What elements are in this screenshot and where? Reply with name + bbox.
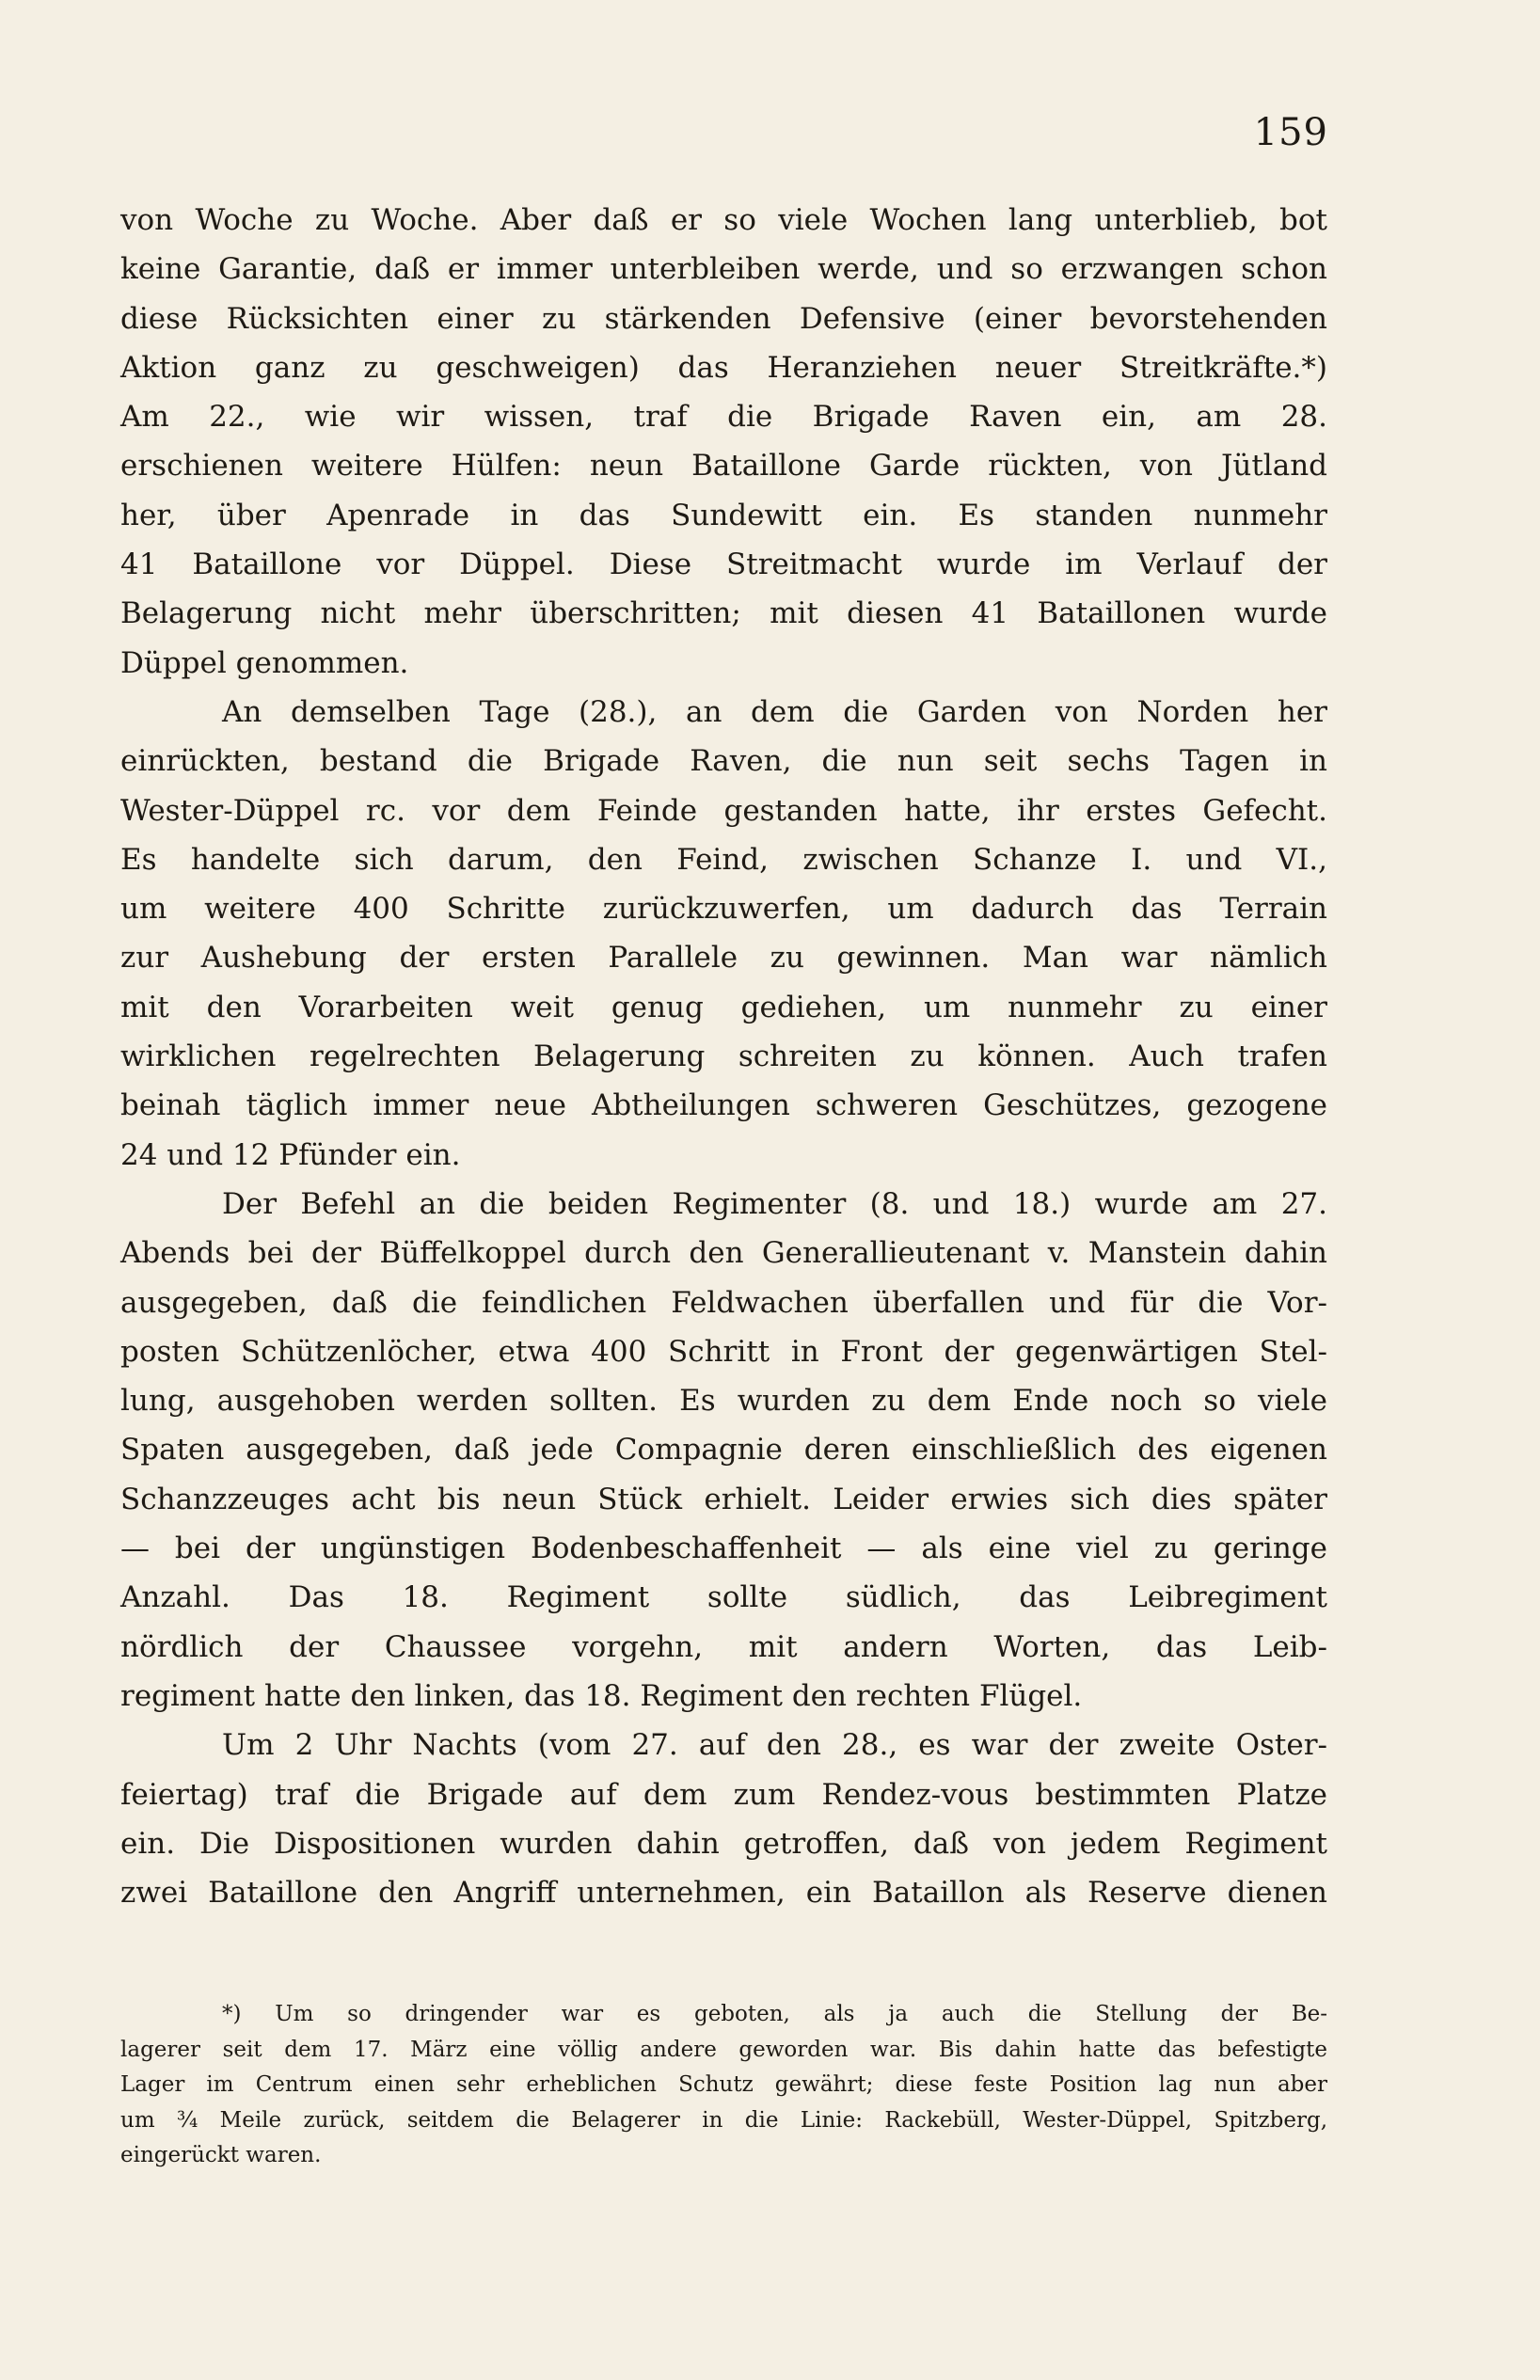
text-line: einrückten, bestand die Brigade Raven, die nun seit sechs Tagen in [120,744,1327,779]
text-line: Belagerung nicht mehr überschritten; mit diesen 41 Bataillonen wurde [120,596,1327,631]
text-line: her, über Apenrade in das Sundewitt ein. Es standen nunmehr [120,498,1327,532]
text-line: um weitere 400 Schritte zurückzuwerfen, um dadurch das Terrain [120,892,1327,927]
text-line: mit den Vorarbeiten weit genug gediehen, um nunmehr zu einer [120,990,1327,1024]
text-line: keine Garantie, daß er immer unterbleiben werde, und so erzwangen schon [120,252,1327,287]
text-line: Abends bei der Büffelkoppel durch den Generallieutenant v. Manstein dahin [120,1236,1327,1271]
text-line: 24 und 12 Pfünder ein. [120,1137,461,1172]
text-line: Aktion ganz zu geschweigen) das Heranziehen neuer Streitkräfte.*) [120,350,1327,385]
text-line: von Woche zu Woche. Aber daß er so viele Wochen lang unterblieb, bot [120,203,1327,237]
text-line: — bei der ungünstigen Bodenbeschaffenheit — als eine viel zu geringe [120,1531,1327,1566]
text-line: lung, ausgehoben werden sollten. Es wurden zu dem Ende noch so viele [120,1384,1327,1419]
text-line: Spaten ausgegeben, daß jede Compagnie deren einschließlich des eigenen [120,1433,1327,1468]
text-line: feiertag) traf die Brigade auf dem zum Rendez-vous bestimmten Platze [120,1777,1327,1812]
text-line: Wester-Düppel rc. vor dem Feinde gestanden hatte, ihr erstes Gefecht. [120,793,1327,828]
footnote-line: lagerer seit dem 17. März eine völlig andere geworden war. Bis dahin hatte das befestigte [120,2037,1327,2062]
text-line: wirklichen regelrechten Belagerung schreiten zu können. Auch trafen [120,1039,1327,1074]
text-line: diese Rücksichten einer zu stärkenden Defensive (einer bevorstehenden [120,301,1327,336]
footnote-line: *) Um so dringender war es geboten, als ja auch die Stellung der Be- [222,2002,1327,2026]
text-line: Der Befehl an die beiden Regimenter (8. und 18.) wurde am 27. [222,1186,1327,1221]
text-line: Düppel genommen. [120,645,409,680]
text-line: zwei Bataillone den Angriff unternehmen, ein Bataillon als Reserve dienen [120,1876,1327,1911]
text-line: 41 Bataillone vor Düppel. Diese Streitmacht wurde im Verlauf der [120,547,1327,582]
text-line: ein. Die Dispositionen wurden dahin getroffen, daß von jedem Regiment [120,1826,1327,1861]
footnote-line: eingerückt waren. [120,2143,322,2168]
text-line: zur Aushebung der ersten Parallele zu gewinnen. Man war nämlich [120,941,1327,976]
text-line: erschienen weitere Hülfen: neun Bataillone Garde rückten, von Jütland [120,449,1327,484]
text-line: nördlich der Chaussee vorgehn, mit andern Worten, das Leib- [120,1629,1327,1664]
text-line: Am 22., wie wir wissen, traf die Brigade Raven ein, am 28. [120,400,1327,435]
footnote [120,1997,1327,2174]
text-line: beinah täglich immer neue Abtheilungen schweren Geschützes, gezogene [120,1088,1327,1123]
footnote-line: Lager im Centrum einen sehr erheblichen Schutz gewährt; diese feste Position lag nun aber [120,2072,1327,2098]
text-line: Um 2 Uhr Nachts (vom 27. auf den 28., es war der zweite Oster- [222,1728,1327,1763]
text-line: Schanzzeuges acht bis neun Stück erhielt. Leider erwies sich dies später [120,1482,1327,1516]
text-line: An demselben Tage (28.), an dem die Garden von Norden her [222,694,1327,729]
text-line: regiment hatte den linken, das 18. Regiment den rechten Flügel. [120,1678,1083,1713]
main-text [120,196,1327,1917]
footnote-line: um ¾ Meile zurück, seitdem die Belagerer in die Linie: Rackebüll, Wester-Düppel, Spitzberg, [120,2107,1327,2133]
page-number: 159 [1253,111,1328,154]
text-line: Anzahl. Das 18. Regiment sollte südlich, das Leibregiment [120,1580,1327,1615]
text-line: posten Schützenlöcher, etwa 400 Schritt in Front der gegenwärtigen Stel- [120,1334,1327,1369]
text-line: ausgegeben, daß die feindlichen Feldwachen überfallen und für die Vor- [120,1285,1327,1320]
text-line: Es handelte sich darum, den Feind, zwischen Schanze I. und VI., [120,842,1327,877]
